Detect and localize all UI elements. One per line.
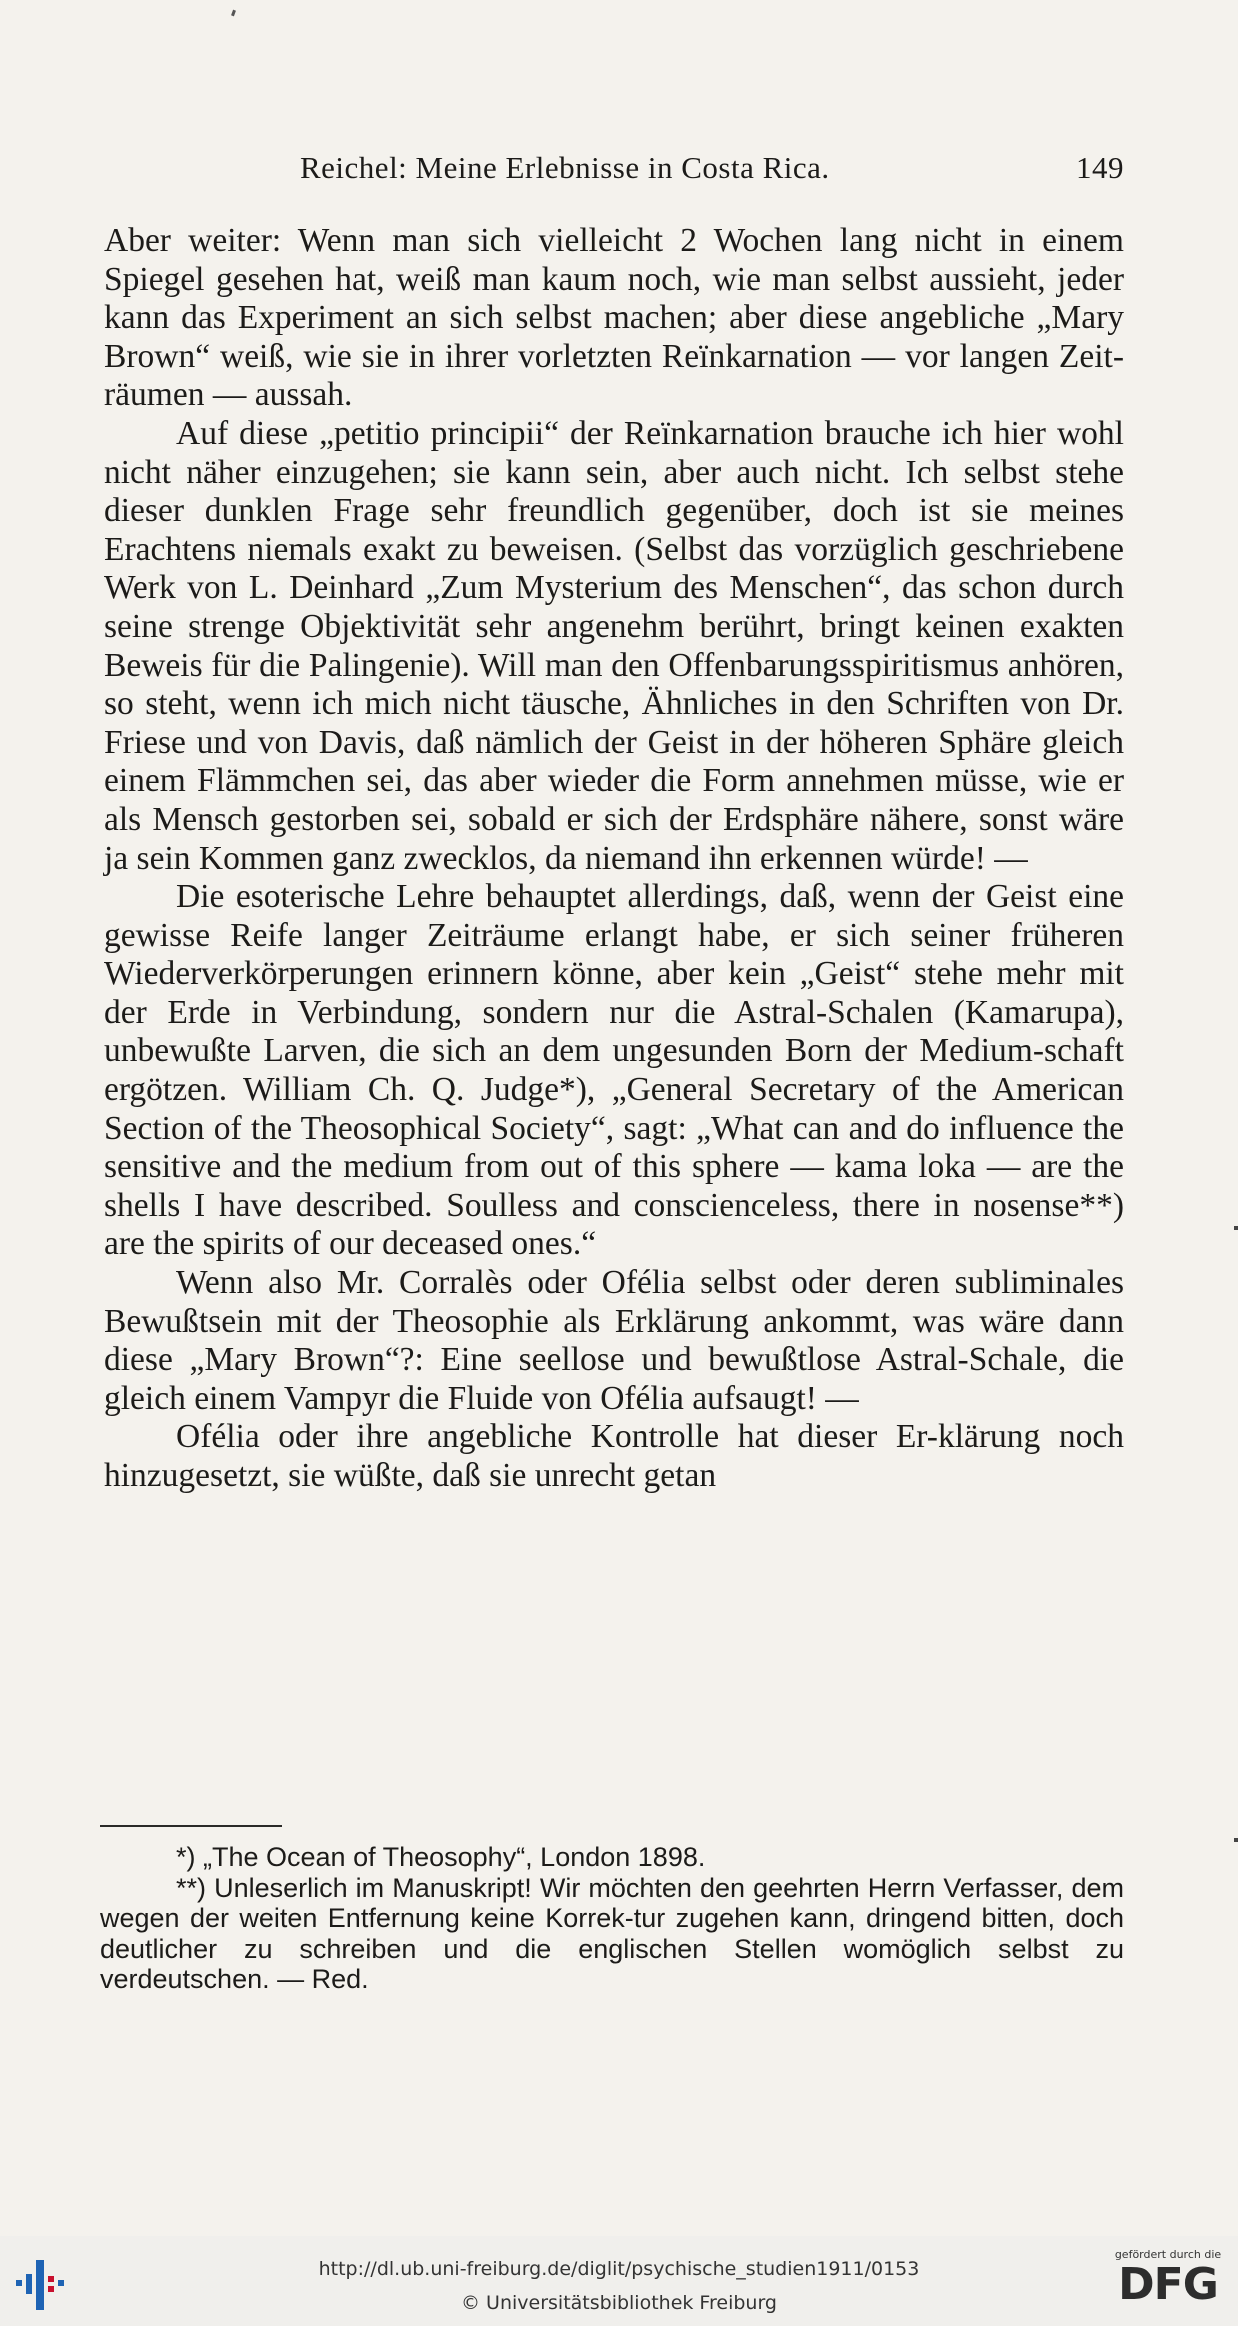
- dfg-sponsor[interactable]: [1108, 2248, 1228, 2309]
- paragraph: Wenn also Mr. Corralès oder Ofélia selbst oder deren subliminales Bewußtsein mit der Theosophie als Erklärung ankommt, was wäre dann diese „Mary Brown“?: Eine seellose und bewußtlose Astral-Schale, die gleich einem Vampyr die Fluide von Ofélia aufsaugt! —: [104, 1264, 1124, 1417]
- paragraph: Aber weiter: Wenn man sich vielleicht 2 Wochen lang nicht in einem Spiegel gesehen hat, weiß man kaum noch, wie man selbst aussieht, jeder kann das Experiment an sich selbst machen; aber diese angebliche „Mary Brown“ weiß, wie sie in ihrer vorletzten Reïnkarnation — vor langen Zeit-räumen — aussah.: [104, 222, 1124, 414]
- viewer-footer: [0, 2236, 1238, 2326]
- running-header: [104, 150, 1124, 190]
- running-title: Reichel: Meine Erlebnisse in Costa Rica.: [300, 150, 830, 185]
- copyright-notice: © Universitätsbibliothek Freiburg: [461, 2292, 777, 2314]
- document-url[interactable]: http://dl.ub.uni-freiburg.de/diglit/psychische_studien1911/0153: [318, 2258, 920, 2280]
- main-text: [104, 222, 1124, 1496]
- scan-speck: [1234, 1838, 1238, 1842]
- sponsor-caption: gefördert durch die: [1114, 2248, 1222, 2261]
- paragraph: Die esoterische Lehre behauptet allerdings, daß, wenn der Geist eine gewisse Reife langer Zeiträume erlangt habe, er sich seiner früheren Wiederverkörperungen erinnern könne, aber kein „Geist“ stehe mehr mit der Erde in Verbindung, sondern nur die Astral-Schalen (Kamarupa), unbewußte Larven, die sich an dem ungesunden Born der Medium-schaft ergötzen. William Ch. Q. Judge*), „General Secretary of the American Section of the Theosophical Society“, sagt: „What can and do influence the sensitive and the medium from out of this sphere — kama loka — are the shells I have described. Soulless and conscienceless, there in nosense**) are the spirits of our deceased ones.“: [104, 878, 1124, 1263]
- scan-speck: [231, 10, 236, 17]
- dfg-logo: DFG: [1118, 2259, 1218, 2310]
- footnote: **) Unleserlich im Manuskript! Wir möchten den geehrten Herrn Verfasser, dem wegen der weiten Entfernung keine Korrek-tur zugehen kann, dringend bitten, doch deutlicher zu schreiben und die englischen Stellen womöglich selbst zu verdeutschen. — Red.: [100, 1872, 1124, 1994]
- paragraph: Ofélia oder ihre angebliche Kontrolle hat dieser Er-klärung noch hinzugesetzt, sie wüßte, daß sie unrecht getan: [104, 1418, 1124, 1494]
- footnote: *) „The Ocean of Theosophy“, London 1898.: [176, 1842, 706, 1872]
- scan-speck: [1234, 1226, 1238, 1230]
- paragraph: Auf diese „petitio principii“ der Reïnkarnation brauche ich hier wohl nicht näher einzugehen; sie kann sein, aber auch nicht. Ich selbst stehe dieser dunklen Frage sehr freundlich gegenüber, doch ist sie meines Erachtens niemals exakt zu beweisen. (Selbst das vorzüglich geschriebene Werk von L. Deinhard „Zum Mysterium des Menschen“, das schon durch seine strenge Objektivität sehr angenehm berührt, bringt keinen exakten Beweis für die Palingenie). Will man den Offenbarungsspiritismus anhören, so steht, wenn ich mich nicht täusche, Ähnliches in den Schriften von Dr. Friese und von Davis, daß nämlich der Geist in der höheren Sphäre gleich einem Flämmchen sei, das aber wieder die Form annehmen müsse, wie er als Mensch gestorben sei, sobald er sich der Erdsphäre nähere, sonst wäre ja sein Kommen ganz zwecklos, da niemand ihn erkennen würde! —: [104, 414, 1124, 877]
- page-number: 149: [1076, 150, 1124, 185]
- footnote-separator: [100, 1825, 282, 1827]
- footnotes: [100, 1842, 1124, 1995]
